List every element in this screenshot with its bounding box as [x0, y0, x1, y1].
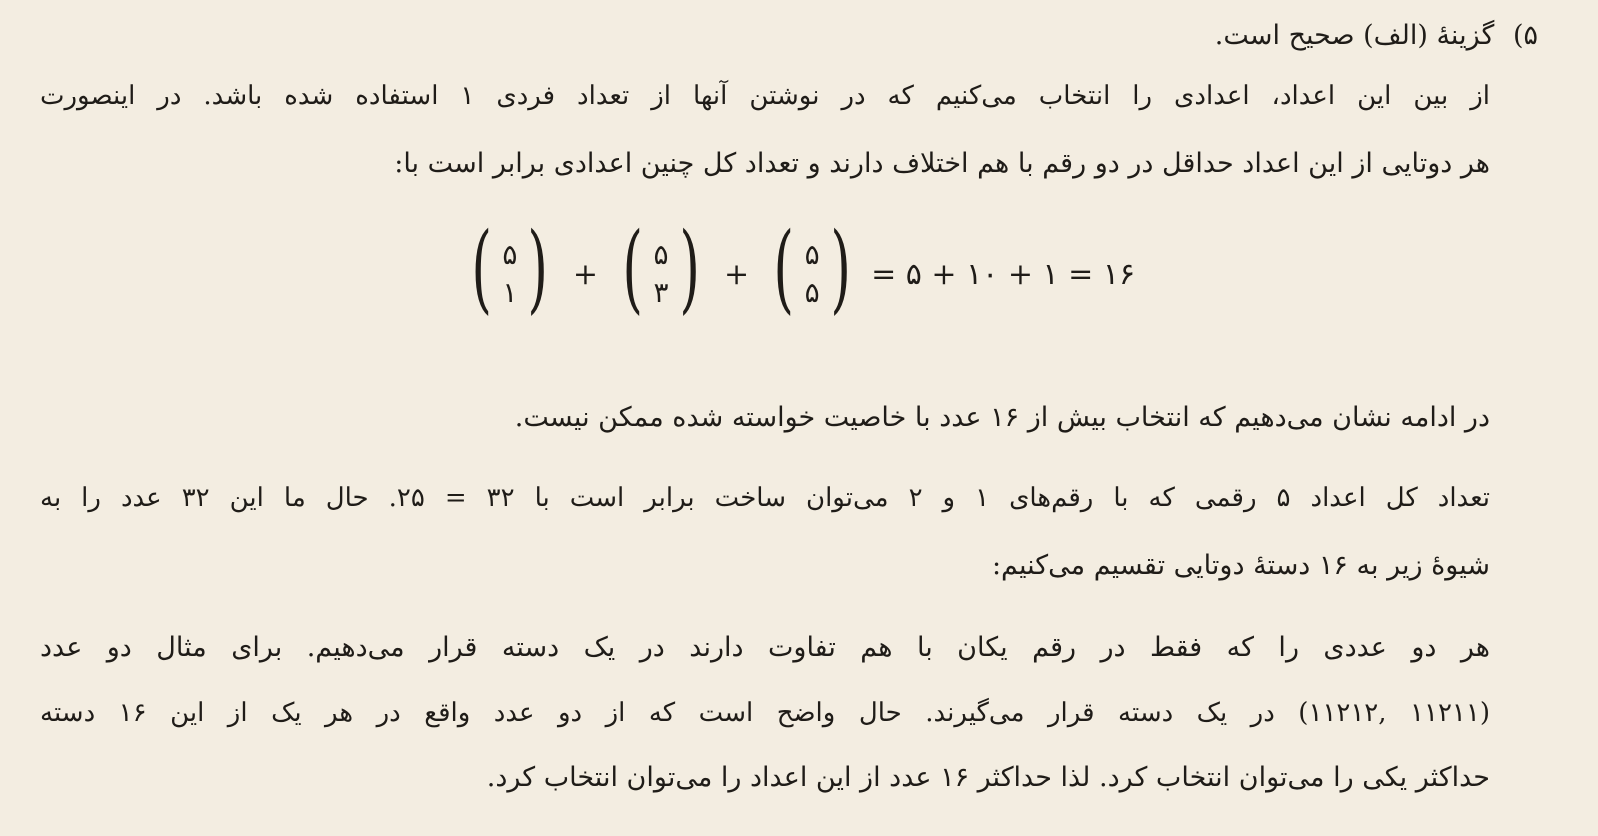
plus-sign: + [572, 256, 599, 292]
binomial-5-1: ( ۵ ۱ ) [471, 212, 549, 324]
paragraph-2: در ادامه نشان می‌دهیم که انتخاب بیش از ۱۶ عدد با خاصیت خواسته شده ممکن نیست. [514, 402, 1490, 433]
formula-result: = ۵ + ۱۰ + ۱ = ۱۶ [871, 256, 1136, 292]
paragraph-4-line-1: هر دو عددی را که فقط در رقم یکان با هم تفاوت دارند در یک دسته قرار می‌دهیم. برای مثال دو عدد [40, 632, 1490, 663]
binomial-bottom: ۳ [653, 276, 669, 309]
paragraph-4-line-2: (۱۱۲۱۱ ,۱۱۲۱۲) در یک دسته قرار می‌گیرند. حال واضح است که از دو عدد واقع در هر یک از این ۱۶ دسته [40, 698, 1490, 728]
binomial-5-3: ( ۵ ۳ ) [622, 212, 700, 324]
answer-heading-text: گزینهٔ (الف) صحیح است. [1214, 20, 1495, 51]
binomial-5-5: ( ۵ ۵ ) [773, 212, 851, 324]
binomial-bottom: ۱ [502, 276, 518, 309]
paragraph-4-line-3: حداکثر یکی را می‌توان انتخاب کرد. لذا حداکثر ۱۶ عدد از این اعداد را می‌توان انتخاب کرد. [486, 762, 1490, 793]
paragraph-1-line-1: از بین این اعداد، اعدادی را انتخاب می‌کنیم که در نوشتن آنها از تعداد فردی ۱ استفاده شده باشد. در اینصورت [40, 81, 1490, 111]
binomial-bottom: ۵ [804, 276, 820, 309]
answer-heading [1215, 16, 1538, 56]
paragraph-1-line-2: هر دوتایی از این اعداد حداقل در دو رقم با هم اختلاف دارند و تعداد کل چنین اعدادی برابر است با: [394, 148, 1490, 179]
paragraph-3-line-2: شیوهٔ زیر به ۱۶ دستهٔ دوتایی تقسیم می‌کنیم: [991, 550, 1490, 581]
binomial-top: ۵ [502, 238, 518, 271]
answer-number: ۵) [1512, 20, 1538, 51]
binomial-top: ۵ [653, 238, 669, 271]
binomial-top: ۵ [804, 238, 820, 271]
binomial-sum-formula [0, 212, 1598, 324]
plus-sign: + [723, 256, 750, 292]
paragraph-3-line-1: تعداد کل اعداد ۵ رقمی که با رقم‌های ۱ و ۲ می‌توان ساخت برابر است با ۳۲ = ۲۵. حال ما این ۳۲ عدد را به [40, 483, 1490, 513]
